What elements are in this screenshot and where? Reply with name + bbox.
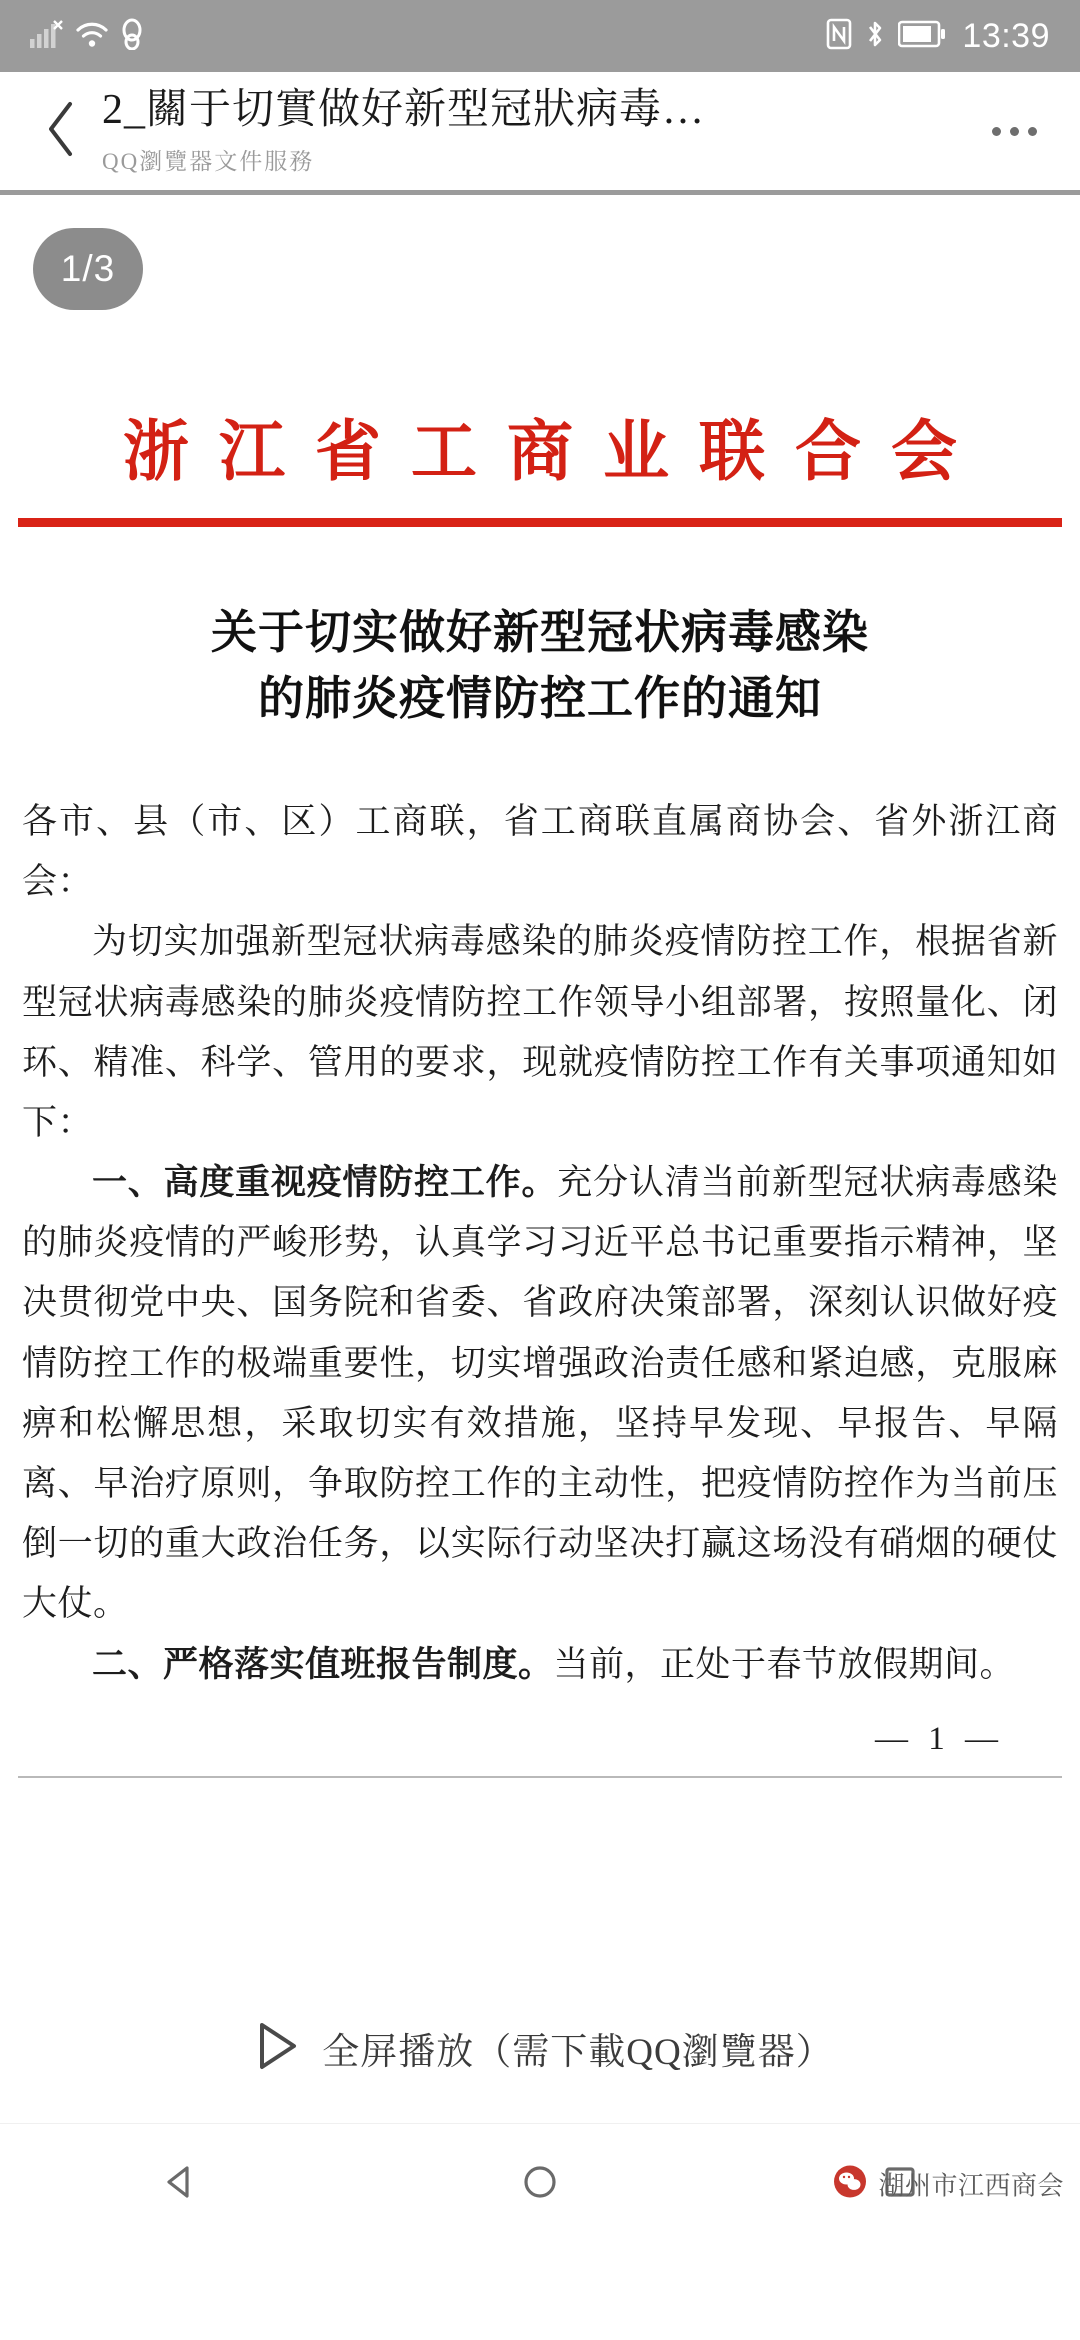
nav-back-button[interactable] xyxy=(0,2160,360,2209)
back-chevron-icon xyxy=(44,100,78,163)
hotspot-icon xyxy=(120,18,144,55)
play-triangle-icon xyxy=(246,2017,304,2080)
document-title xyxy=(18,599,1062,732)
battery-icon xyxy=(898,20,946,53)
document-page-number: — 1 — xyxy=(875,1720,1004,1757)
document-paragraph-text: 充分认清当前新型冠状病毒感染的肺炎疫情的严峻形势，认真学习习近平总书记重要指示精神，坚决贯彻党中央、国务院和省委、省政府决策部署，深刻认识做好疫情防控工作的极端重要性，切实增强政治责任感和紧迫感，克服麻痹和松懈思想，采取切实有效措施，坚持早发现、早报告、早隔离、早治疗原则，争取防控工作的主动性，把疫情防控作为当前压倒一切的重大政治任务，以实际行动坚决打赢这场没有硝烟的硬仗大仗。 xyxy=(22,1163,1058,1624)
fullscreen-play-label: 全屏播放（需下載QQ瀏覽器） xyxy=(322,2032,834,2073)
status-bar-left-icons xyxy=(30,18,144,55)
document-title-line-2: 的肺炎疫情防控工作的通知 xyxy=(258,672,822,725)
document-paragraph xyxy=(22,1153,1058,1635)
header-text-block xyxy=(102,86,966,176)
status-bar-clock: 13:39 xyxy=(962,16,1050,55)
document-section-heading: 二、严格落实值班报告制度。 xyxy=(92,1644,554,1684)
nav-back-triangle-icon xyxy=(158,2160,202,2209)
fullscreen-play-bar[interactable] xyxy=(0,1973,1080,2123)
nav-home-button[interactable] xyxy=(360,2160,720,2209)
document-title-line-1: 关于切实做好新型冠状病毒感染 xyxy=(211,605,869,658)
bluetooth-icon xyxy=(864,18,886,55)
document-paragraph: 各市、县（市、区）工商联，省工商联直属商协会、省外浙江商会： xyxy=(22,801,1058,902)
document-paragraph xyxy=(22,1635,1058,1695)
wechat-account-label: 湖州市江西商会 xyxy=(878,2171,1064,2201)
wifi-icon xyxy=(74,19,110,54)
document-body xyxy=(18,792,1062,1695)
more-options-button[interactable] xyxy=(974,91,1054,171)
document-masthead: 浙江省工商业联合会 xyxy=(123,416,987,489)
status-bar xyxy=(0,0,1080,72)
nfc-icon xyxy=(826,18,852,55)
nav-home-circle-icon xyxy=(518,2160,562,2209)
page-subtitle: QQ瀏覽器文件服務 xyxy=(102,148,315,174)
wechat-account-avatar xyxy=(833,2165,867,2204)
page-title: 2_關于切實做好新型冠狀病毒… xyxy=(102,87,706,134)
document-paragraph-text: 当前，正处于春节放假期间。 xyxy=(553,1644,1016,1684)
app-header xyxy=(0,72,1080,190)
document-page xyxy=(0,417,1080,1778)
back-button[interactable] xyxy=(30,95,92,167)
document-section-heading: 一、高度重视疫情防控工作。 xyxy=(92,1163,558,1203)
page-indicator-badge: 1/3 xyxy=(33,228,143,310)
document-red-rule xyxy=(18,518,1062,527)
document-paragraph: 为切实加强新型冠状病毒感染的肺炎疫情防控工作，根据省新型冠状病毒感染的肺炎疫情防控工作领导小组部署，按照量化、闭环、精准、科学、管用的要求，现就疫情防控工作有关事项通知如下： xyxy=(22,922,1058,1142)
wechat-account-tag[interactable] xyxy=(833,2165,1064,2204)
more-options-icon xyxy=(992,127,1037,136)
signal-icon xyxy=(30,19,64,54)
document-viewer[interactable] xyxy=(0,195,1080,1973)
document-bottom-rule xyxy=(18,1776,1062,1778)
system-nav-bar xyxy=(0,2123,1080,2244)
status-bar-right-icons xyxy=(826,17,1050,56)
